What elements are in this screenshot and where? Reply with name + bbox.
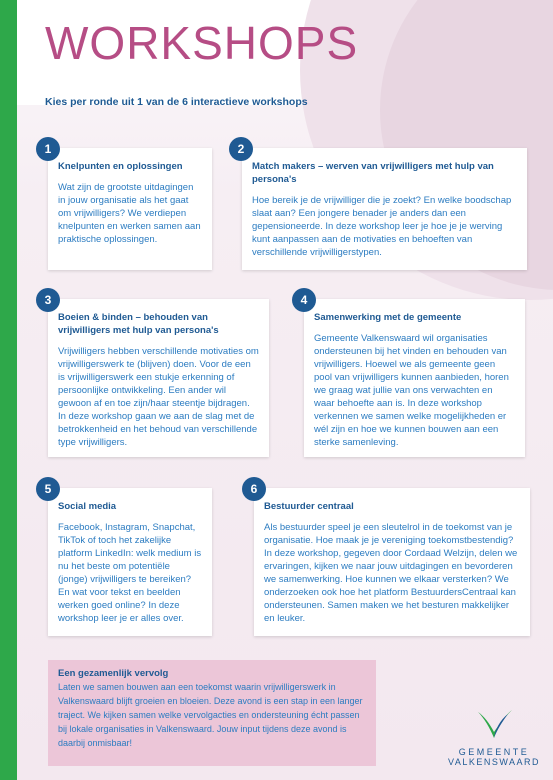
- side-accent-bar: [0, 0, 17, 780]
- workshop-title: Match makers – werven van vrijwilligers met hulp van persona's: [252, 161, 494, 185]
- workshop-card-5: [48, 488, 212, 636]
- page-subtitle: Kies per ronde uit 1 van de 6 interactieve workshops: [45, 96, 308, 108]
- follow-up-box: [48, 660, 376, 766]
- workshop-description: Facebook, Instagram, Snapchat, TikTok of toch het zakelijke platform LinkedIn: welk medium is nu het beste om potentiële (jonge) vrijwilligers te bereiken? En wat voor tekst en beelden werken goed online? In deze workshop leer je er alles over.: [58, 522, 202, 624]
- workshop-description: Hoe bereik je de vrijwilliger die je zoekt? En welke boodschap slaat aan? Een jongere benader je anders dan een gepensioneerde. In deze workshop leer je hoe je je werving kunt aanpassen aan de motivaties en behoeften van verschillende vrijwilligerstypen.: [252, 195, 512, 258]
- workshop-card-6: [254, 488, 530, 636]
- workshop-description: Gemeente Valkenswaard wil organisaties ondersteunen bij het vinden en behouden van vrijwilligers. Hoewel we als gemeente geen pool van vrijwilligers kunnen aanbieden, horen we graag wat jullie van ons verwachten en waar behoefte aan is. In deze workshop verkennen we samen welke mogelijkheden er wél zijn en hoe we kunnen bouwen aan een sterke samenleving.: [314, 333, 509, 448]
- workshop-card-1: [48, 148, 212, 270]
- workshop-description: Wat zijn de grootste uitdagingen in jouw organisatie als het gaat om vrijwilligers? We verdiepen knelpunten en werken samen aan praktische oplossingen.: [58, 182, 201, 245]
- workshop-number-badge-1: 1: [36, 137, 60, 161]
- workshop-title: Boeien & binden – behouden van vrijwilligers met hulp van persona's: [58, 312, 219, 336]
- gemeente-valkenswaard-logo: [446, 708, 542, 768]
- workshop-description: Als bestuurder speel je een sleutelrol in de toekomst van je organisatie. Hoe maak je je vereniging toekomstbestendig? In deze workshop, gegeven door Cordaad Welzijn, delen we ervaringen, kijken we naar jouw uitdagingen en bevorderen we samenwerking. Hoe kunnen we elkaar versterken? We onderzoeken ook hoe het platform BestuurdersCentraal kan ondersteunen. Samen maken we het besturen makkelijker en leuker.: [264, 522, 518, 624]
- workshop-number-badge-4: 4: [292, 288, 316, 312]
- workshop-number-badge-5: 5: [36, 477, 60, 501]
- workshop-number-badge-6: 6: [242, 477, 266, 501]
- follow-up-text: Laten we samen bouwen aan een toekomst waarin vrijwilligerswerk in Valkenswaard blijft groeien en bloeien. Deze avond is een stap in een langer traject. We kijken samen welke vervolgacties en ondersteuning écht passen bij lokale organisaties in Valkenswaard. Jouw input tijdens deze avond is daarbij onmisbaar!: [58, 682, 363, 748]
- workshop-card-4: [304, 299, 525, 457]
- workshop-title: Samenwerking met de gemeente: [314, 312, 462, 323]
- page-title: WORKSHOPS: [45, 17, 359, 69]
- workshop-number-badge-2: 2: [229, 137, 253, 161]
- workshop-title: Bestuurder centraal: [264, 501, 354, 512]
- workshop-number-badge-3: 3: [36, 288, 60, 312]
- logo-text-gemeente: GEMEENTE: [458, 747, 530, 757]
- workshop-card-3: [48, 299, 269, 457]
- workshop-card-2: [242, 148, 527, 270]
- workshop-title: Social media: [58, 501, 117, 512]
- workshop-title: Knelpunten en oplossingen: [58, 161, 183, 172]
- valkenswaard-v-logo-icon: [474, 708, 514, 740]
- logo-text-valkenswaard: VALKENSWAARD: [447, 757, 541, 767]
- workshop-description: Vrijwilligers hebben verschillende motivaties om vrijwilligerswerk te (blijven) doen. Voor de een is vrijwilligerswerk een stukje erkenning of persoonlijke ontwikkeling. Een ander wil gewoon af en toe zijn/haar steentje bijdragen. In deze workshop gaan we aan de slag met de betrokkenheid en het behoud van verschillende type vrijwilligers.: [58, 346, 259, 448]
- follow-up-title: Een gezamenlijk vervolg: [58, 668, 169, 679]
